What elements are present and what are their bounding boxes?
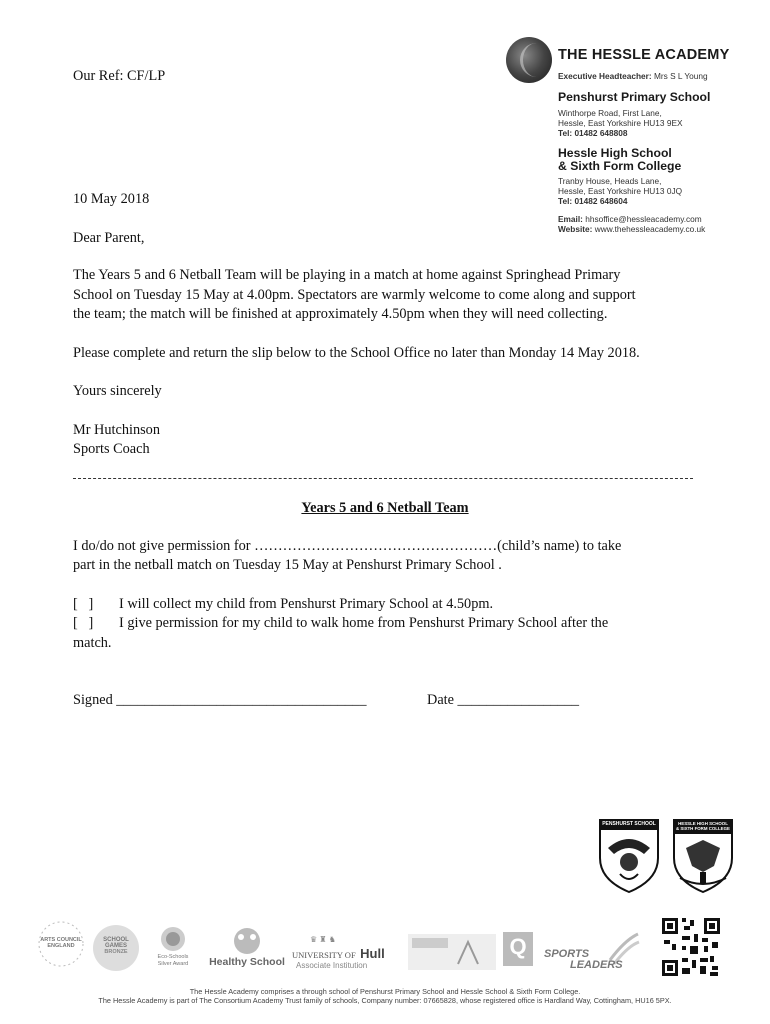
tear-off-line: [73, 478, 693, 479]
para2: Please complete and return the slip below to the School Office no later than Monday 14 May 2018.: [73, 345, 640, 361]
university-name: Hull: [360, 946, 385, 961]
associate-text: Associate Institution: [296, 961, 368, 970]
healthy-school-logo: [205, 926, 289, 972]
exec-head-name: Mrs S L Young: [653, 71, 708, 81]
para1-line1: The Years 5 and 6 Netball Team will be playing in a match at home against Springhead Primary: [73, 267, 621, 283]
closing: Yours sincerely: [73, 383, 162, 399]
signatory-role: Sports Coach: [73, 441, 150, 457]
slip-title: Years 5 and 6 Netball Team: [301, 500, 469, 516]
arts-council-logo: [35, 918, 87, 970]
option1-text: I will collect my child from Penshurst Primary School at 4.50pm.: [119, 596, 494, 612]
hessle-academy-logo: [506, 37, 552, 83]
para1-line3: the team; the match will be finished at approximately 4.50pm when they will need collecting.: [73, 306, 608, 322]
school2-address1: Tranby House, Heads Lane,: [558, 176, 662, 186]
school1-tel: Tel: 01482 648808: [558, 128, 628, 138]
sports-leaders-text1: SPORTS: [544, 948, 590, 960]
email-line: [558, 214, 702, 225]
school1-name: Penshurst Primary School: [558, 90, 711, 104]
salutation: Dear Parent,: [73, 230, 145, 246]
hessle-high-crest: [672, 818, 734, 894]
university-of-text: UNIVERSITY OF: [292, 950, 356, 960]
school1-address2: Hessle, East Yorkshire HU13 9EX: [558, 118, 683, 128]
quality-mark-logo: [503, 932, 533, 966]
option1-checkbox[interactable]: [ ]: [73, 596, 94, 612]
option2-checkbox[interactable]: [ ]: [73, 615, 94, 631]
option2-text-line1: I give permission for my child to walk home from Penshurst Primary School after the: [119, 615, 609, 631]
quality-mark-icon: Q: [509, 934, 527, 959]
crest2-label: [676, 821, 730, 831]
website-label: Website:: [558, 224, 593, 234]
eco-schools-text2: Silver Award: [157, 961, 189, 967]
school2-name1: Hessle High School: [558, 146, 672, 160]
academy-name: THE HESSLE ACADEMY: [558, 47, 730, 63]
date-field[interactable]: Date _________________: [427, 692, 580, 708]
eco-schools-text1: Eco-Schools: [157, 954, 189, 960]
option2-text-line2: match.: [73, 635, 112, 651]
school-games-level: BRONZE: [104, 949, 128, 955]
footer-line1: The Hessle Academy comprises a through school of Penshurst Primary School and Hessle School & Sixth Form College.: [189, 987, 581, 996]
sports-leaders-text2: LEADERS: [570, 959, 623, 971]
para1-line2: School on Tuesday 15 May at 4.00pm. Spectators are warmly welcome to come along and support: [73, 287, 636, 303]
school-games-text: SCHOOL GAMES: [103, 937, 129, 949]
university-crest-icon: ♛ ♜ ♞: [310, 935, 336, 944]
signatory-name: Mr Hutchinson: [73, 422, 160, 438]
university-hull-logo: [292, 935, 402, 975]
school-games-logo: [93, 925, 139, 971]
exec-head-line: [558, 71, 708, 82]
our-ref: Our Ref: CF/LP: [73, 68, 166, 84]
exec-head-label: Executive Headteacher:: [558, 71, 652, 81]
website-link[interactable]: www.thehessleacademy.co.uk: [594, 224, 706, 234]
crest2-label-line1: HESSLE HIGH SCHOOL: [678, 821, 728, 826]
footer-line2: The Hessle Academy is part of The Consortium Academy Trust family of schools, Company number: 07665828, whose registered office is Hardland Way, Cottingham, HU16 5PX.: [98, 996, 672, 1005]
permission-line2: part in the netball match on Tuesday 15 May at Penshurst Primary School .: [73, 557, 502, 573]
sports-leaders-logo: [540, 930, 640, 974]
website-line: [558, 224, 705, 235]
school2-address2: Hessle, East Yorkshire HU13 0JQ: [558, 186, 683, 196]
penshurst-crest: [598, 818, 660, 894]
email-link[interactable]: hhsoffice@hessleacademy.com: [585, 214, 702, 224]
arts-council-text: ARTS COUNCIL ENGLAND: [40, 937, 82, 949]
crest1-label: PENSHURST SCHOOL: [602, 821, 656, 827]
email-label: Email:: [558, 214, 583, 224]
letter-date: 10 May 2018: [73, 191, 150, 207]
qr-code-icon[interactable]: [660, 916, 722, 978]
eco-schools-logo: [150, 925, 196, 971]
crest2-label-line2: & SIXTH FORM COLLEGE: [676, 826, 730, 831]
partner-logo: [408, 934, 496, 970]
permission-line1: I do/do not give permission for ……………………………………………(child’s name) to take: [73, 538, 622, 554]
school2-tel: Tel: 01482 648604: [558, 196, 628, 206]
school1-address1: Winthorpe Road, First Lane,: [558, 108, 662, 118]
healthy-school-text: Healthy School: [209, 956, 285, 968]
school2-name2: & Sixth Form College: [558, 159, 682, 173]
signed-field[interactable]: Signed ___________________________________: [73, 692, 367, 708]
